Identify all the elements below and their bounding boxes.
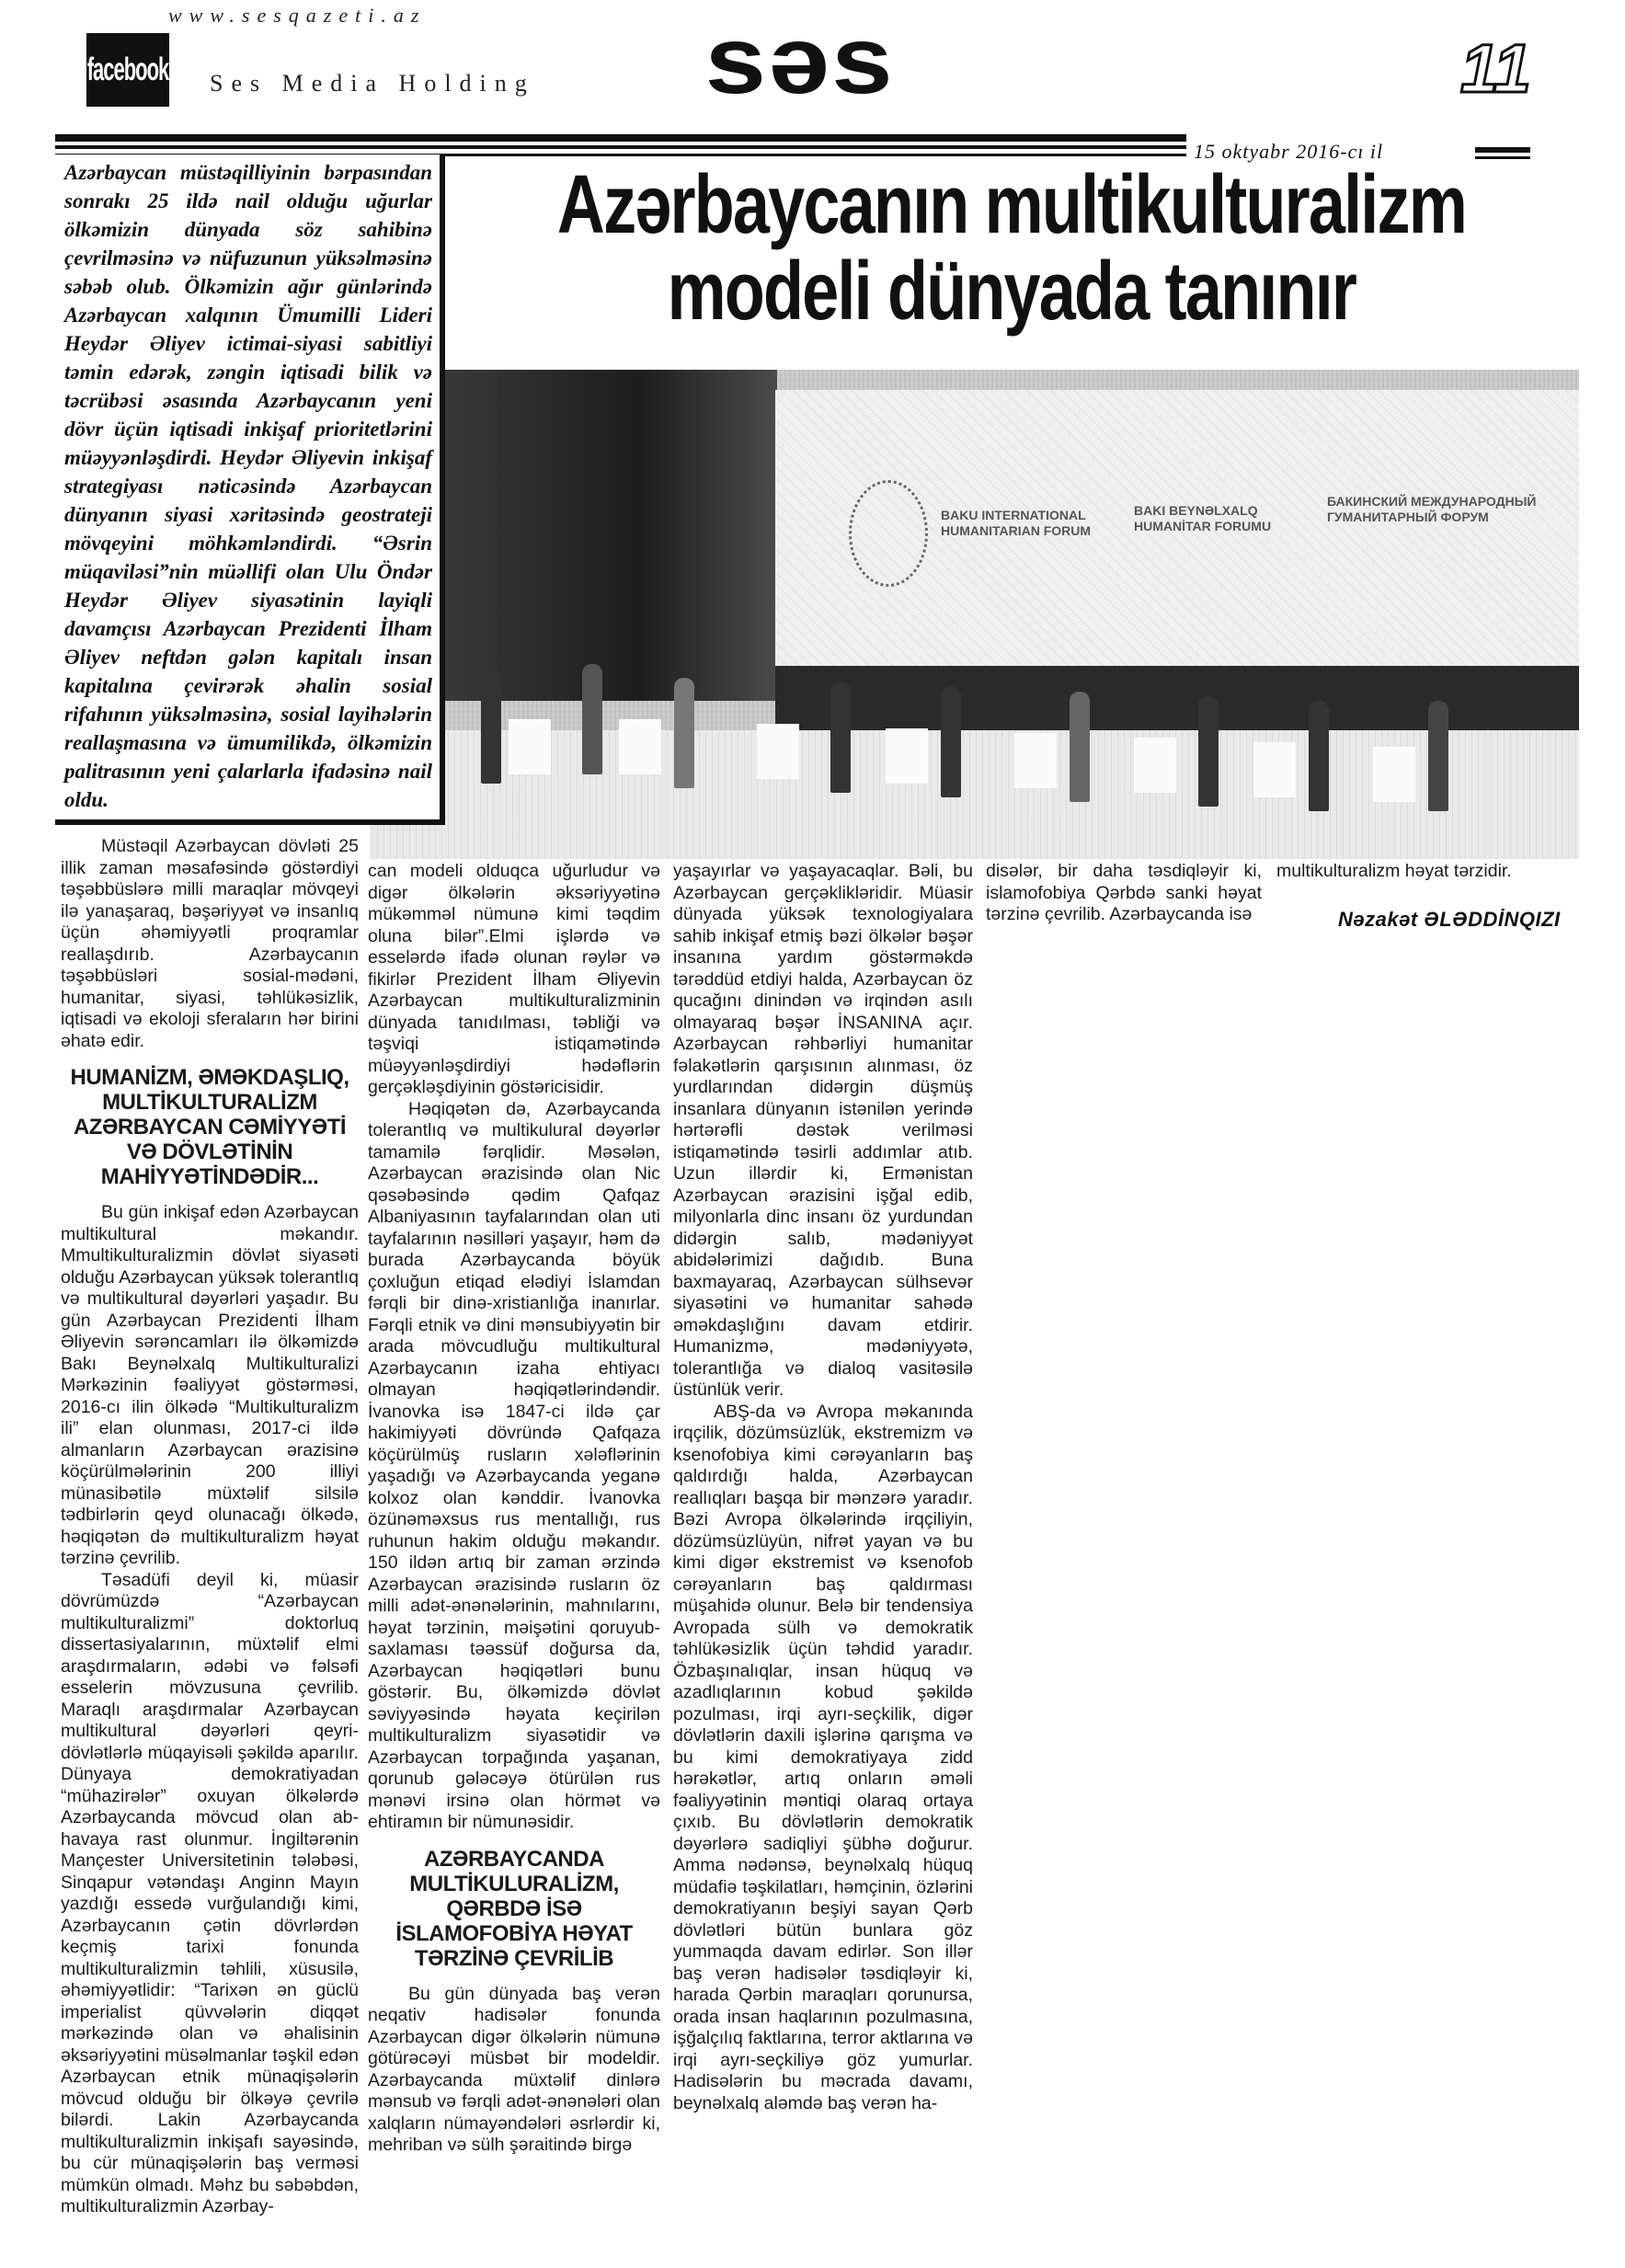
photo-podium xyxy=(1373,747,1415,802)
article-column-1 xyxy=(61,836,359,2218)
subheading: HUMANİZM, ƏMƏKDAŞLIQ, MULTİKULTURALİZM AZƏRBAYCAN CƏMİYYƏTİ VƏ DÖVLƏTİNİN MAHİYYƏTİNDƏDİR... xyxy=(70,1065,349,1189)
article-headline xyxy=(451,158,1573,338)
newspaper-logo xyxy=(704,7,895,114)
photo-person xyxy=(830,682,851,793)
issue-date: 15 oktyabr 2016-cı il xyxy=(1194,140,1384,163)
photo-podium xyxy=(1014,733,1057,788)
photo-podium xyxy=(757,724,799,779)
paragraph: ABŞ-da və Avropa məkanında irqçilik, dözümsüzlük, ekstremizm və ksenofobiya kimi cərəyanların baş qaldırdığı halda, Azərbaycan reallıqları başqa bir mənzərə yaradır. Bəzi Avropa ölkələrində irqçiliyin, dözümsüzlüyün, nifrət yayan və bu kimi digər ekstremist və ksenofob cərəyanların baş qaldırması müşahidə olunur. Belə bir tendensiya Avropada sülh və demokratik təhlükəsizlik üçün təhdid yaradır. Özbaşınalıqlar, insan hüquq və azadlıqlarının kobud şəkildə pozulması, irqi ayrı-seçkilik, digər dövlətlərin daxili işlərinə qarışma və bu kimi demokratiyaya zidd hərəkətlər, artıq onların əməli fəaliyyətinin məntiqi olaraq ortaya çıxıb. Bu dövlətlərin demokratik dəyərlərə sadiqliyi şübhə doğurur. Amma nədənsə, beynəlxalq hüquq müdafiə təşkilatları, həmçinin, özlərini demokratiyanın beşiyi sayan Qərb dövlətləri bütün bunlara göz yummaqda davam edirlər. Son illər baş verən hadisələr təsdiqləyir ki, harada Qərbin maraqları qorunursa, orada insan haqlarının pozulmasına, işğalçılıq faktlarına, terror aktlarına və irqi ayrı-seçkiliyə göz yumurlar. Hadisələrin bu məcrada davamı, beynəlxalq aləmdə baş verən ha- xyxy=(673,1401,973,2113)
forum-photo xyxy=(371,370,1579,859)
facebook-label: facebook xyxy=(86,51,169,88)
photo-person xyxy=(1070,692,1090,802)
page-number: 11 xyxy=(1460,30,1531,107)
article-column-3 xyxy=(673,861,973,2114)
website-url: www.sesqazeti.az xyxy=(168,4,427,27)
paragraph: Təsadüfi deyil ki, müasir dövrümüzdə “Azərbaycan multikulturalizmi” doktorluq dissertasiyalarının, müxtəlif elmi araşdırmaların, ədəbi və fəlsəfi esselerin mövzusuna çevrilib. Maraqlı araşdırmalar Azərbaycan multikultural dəyərləri qeyri- dövlətlərlə müqayisəli şəkildə aparılır. Dünyaya demokratiyadan “mühazirələr” oxuyan ölkələrdə Azərbaycanda mövcud olan ab-havaya rast olunmur. İngiltərənin Mançester Universitetinin tələbəsi, Sinqapur vətəndaşı Anginn Mayın yazdığı essedə vurğulandığı kimi, Azərbaycanın çətin dövrlərdən keçmiş tarixi fonunda multikulturalizmin təhlili, xüsusilə, əhəmiyyətlidir: “Tarixən ən güclü imperialist qüvvələrin diqqət mərkəzində olan və əhalisinin əksəriyyətini müsəlmanlar təşkil edən Azərbaycan etnik münaqişələrin mövcud olduğu bir ölkəyə çevrilə bilərdi. Lakin Azərbaycanda multikulturalizmin inkişafı sayəsində, bu cür münaqişələrin baş verməsi mümkün olmadı. Məhz bu səbəbdən, multikulturalizmin Azərbay- xyxy=(61,1569,359,2216)
photo-person xyxy=(941,687,961,797)
paragraph: can modeli olduqca uğurludur və digər ölkələrin əksəriyyətinə mükəmməl nümunə kimi təqdim oluna bilər”.Elmi işlərdə və esselərdə ifadə olunan rəylər və fikirlər Prezident İlham Əliyevin Azərbaycan multikulturalizminin dünyada tanıdılması, təbliği və təşviqi istiqamətində müəyyənləşdirdiyi hədəflərin gerçəkləşdiyinin göstəricisidir. xyxy=(368,861,660,1097)
paragraph: multikulturalizm həyat tərzidir. xyxy=(1276,861,1512,881)
photo-podium xyxy=(619,719,661,774)
photo-stage-strip xyxy=(775,666,1579,730)
header-rule xyxy=(1475,147,1530,153)
author-byline: Nəzakət ƏLƏDDİNQIZI xyxy=(1338,908,1561,931)
facebook-logo-icon xyxy=(86,33,169,107)
subheading: AZƏRBAYCANDA MULTİKULURALİZM, QƏRBDƏ İSƏ İSLAMOFOBİYA HƏYAT TƏRZİNƏ ÇEVRİLİB xyxy=(395,1846,633,1971)
header-rule xyxy=(55,134,1186,142)
header-rule xyxy=(55,145,1186,149)
paragraph: Müstəqil Azərbaycan dövləti 25 illik zaman məsafəsində göstərdiyi təşəbbüslərə milli maraqlar mövqeyi ilə yanaşaraq, bəşəriyyət və insanlıq üçün əhəmiyyətli proqramlar reallaşdırıb. Azərbaycanın təşəbbüsləri sosial-mədəni, humanitar, siyasi, təhlükəsizlik, iqtisadi və ekoloji sferaların hər birini əhatə edir. xyxy=(61,836,359,1051)
paragraph: Həqiqətən də, Azərbaycanda tolerantlıq və multikulural dəyərlər tamamilə fərqlidir. Məsələn, Azərbaycan ərazisində olan Nic qəsəbəsində qədim Qafqaz Albaniyasının tayfalarından olan uti tayfalarının nəsilləri yaşayır, həm də burada Azərbaycanda böyük çoxluğun etiqad elədiyi İslamdan fərqli bir dinə-xristianlığa inanırlar. Fərqli etnik və dini mənsubiyyətin bir arada mövcudluğu multikultural Azərbaycanın izaha ehtiyacı olmayan həqiqətlərindəndir. İvanovka isə 1847-ci ildə çar hakimiyyəti dövründə Qafqaza köçürülmüş rusların xələflərinin yaşadığı və Azərbaycanda yeganə kolxoz olan kənddir. İvanovka özünəməxsus rus mentallığı, rus ruhunun hakim olduğu məkandır. 150 ildən artıq bir zaman ərzində Azərbaycan ərazisində rusların öz milli adət-ənənələrinin, mahnılarını, həyat tərzinin, məişətini qoruyub-saxlaması təəssüf doğursa da, Azərbaycan həqiqətləri bunu göstərir. Bu, ölkəmizdə dövlət səviyyəsində həyata keçirilən multikulturalizm siyasətidir və Azərbaycan torpağında yaşanan, qorunub gələcəyə ötürülən rus mənəvi irsinə olan hörmət və ehtiramın bir nümunəsidir. xyxy=(368,1098,660,1832)
photo-podium xyxy=(509,719,551,774)
article-column-5 xyxy=(1276,861,1552,883)
article-column-2 xyxy=(368,861,660,2157)
article-intro: Azərbaycan müstəqilliyinin bərpasından sonrakı 25 ildə nail olduğu uğurlar ölkəmizin dünyada söz sahibinə çevrilməsinə və nüfuzunun yüksəlməsinə səbəb olub. Ölkəmizin ağır günlərində Azərbaycan xalqının Ümumilli Lideri Heydər Əliyev ictimai-siyasi sabitliyi təmin edərək, zəngin iqtisadi bilik və təcrübəsi əsasında Azərbaycanın yeni dövr üçün iqtisadi inkişaf prioritetlərini müəyyənləşdirdi. Heydər Əliyevin inkişaf strategiyası nəticəsində Azərbaycan dünyanın siyasi xəritəsində geostrateji mövqeyini möhkəmləndirdi. “Əsrin müqaviləsi”nin müəllifi olan Ulu Öndər Heydər Əliyev siyasətinin layiqli davamçısı Azərbaycan Prezidenti İlham Əliyev neftdən gələn kapitalı insan kapitalına çevirərək əhalin sosial rifahının yüksəlməsinə, sosial layihələrin reallaşmasına və ümumilikdə, ölkəmizin palitrasının yeni çalarlarla ifadəsinə nail oldu. xyxy=(55,155,445,825)
forum-globe-icon xyxy=(849,480,928,587)
headline-line-2: modeli dünyada tanınır xyxy=(667,245,1356,338)
photo-screen-text: БАКИНСКИЙ МЕЖДУНАРОДНЫЙ ГУМАНИТАРНЫЙ ФОРУМ xyxy=(1327,494,1537,524)
photo-screen-text: BAKI BEYNƏLXALQ HUMANİTAR FORUMU xyxy=(1134,503,1272,533)
photo-person xyxy=(481,673,501,784)
header-rule xyxy=(1475,156,1530,159)
publisher-name: Ses Media Holding xyxy=(210,70,535,97)
photo-podium xyxy=(886,728,928,784)
photo-dark-backdrop xyxy=(432,370,777,701)
paragraph: Bu gün dünyada baş verən neqativ hadisələr fonunda Azərbaycan digər ölkələrin nümunə götürəcəyi müsbət bir modeldir. Azərbaycanda müxtəlif dinlərə mənsub və fərqli adət-ənənələri olan xalqların nümayəndələri əsrlərdir ki, mehriban və sülh şəraitində birgə xyxy=(368,1983,660,2155)
photo-podium xyxy=(1253,742,1296,797)
photo-person xyxy=(582,664,602,774)
paragraph: Bu gün inkişaf edən Azərbaycan multikultural məkandır. Mmultikulturalizmin dövlət siyasəti olduğu Azərbaycan yüksək tolerantlıq və multikultural dəyərləri yaşadır. Bu gün Azərbaycan Prezidenti İlham Əliyevin sərəncamları ilə ölkəmizdə Bakı Beynəlxalq Multikulturalizi Mərkəzinin fəaliyyət göstərməsi, 2016-cı ilin ölkədə “Multikulturalizm ili” elan olunması, 2017-ci ildə almanların Azərbaycan ərazisinə köçürülmələrinin 200 illiyi münasibətilə müxtəlif silsilə tədbirlərin qeyd olunacağı ölkədə, həqiqətən də multikulturalizm həyat tərzinə çevrilib. xyxy=(61,1202,359,1568)
headline-line-1: Azərbaycanın multikulturalizm xyxy=(556,158,1467,251)
paragraph: yaşayırlar və yaşayacaqlar. Bəli, bu Azərbaycan gerçəklikləridir. Müasir dünyada yüksək texnologiyalara sahib inkişaf etmiş bəzi ölkələr bəşər insanına yardım göstərməkdə tərəddüd etdiyi halda, Azərbaycan öz qucağını dinindən və irqindən asılı olmayaraq bəşər İNSANINA açır. Azərbaycan rəhbərliyi humanitar fəlakətlərin qarşısının alınması, öz yurdlarından didərgin düşmüş insanlara dünyanın istənilən yerində hərtərəfli dəstək verilməsi istiqamətində təsirli addımlar atıb. Uzun illərdir ki, Ermənistan Azərbaycan ərazisini işğal edib, milyonlarla dinc insanı öz yurdundan didərgin salıb, mədəniyyət abidələrimizi dağıdıb. Buna baxmayaraq, Azərbaycan sülhsevər siyasətini və humanitar sahədə əməkdaşlığını davam etdirir. Humanizmə, mədəniyyətə, tolerantlığa və dialoq vasitəsilə üstünlük verir. xyxy=(673,861,973,1400)
logo-text: səs xyxy=(704,7,895,114)
photo-screen-text: BAKU INTERNATIONAL HUMANITARIAN FORUM xyxy=(941,508,1092,538)
photo-podium xyxy=(1134,738,1176,793)
article-column-4 xyxy=(986,861,1262,926)
photo-person xyxy=(674,678,694,788)
paragraph: disələr, bir daha təsdiqləyir ki, islamofobiya Qərbdə sanki həyat tərzinə çevrilib. Azərbaycanda isə xyxy=(986,861,1262,924)
photo-person xyxy=(1309,701,1329,811)
photo-person xyxy=(1428,701,1448,811)
photo-person xyxy=(1198,696,1219,807)
